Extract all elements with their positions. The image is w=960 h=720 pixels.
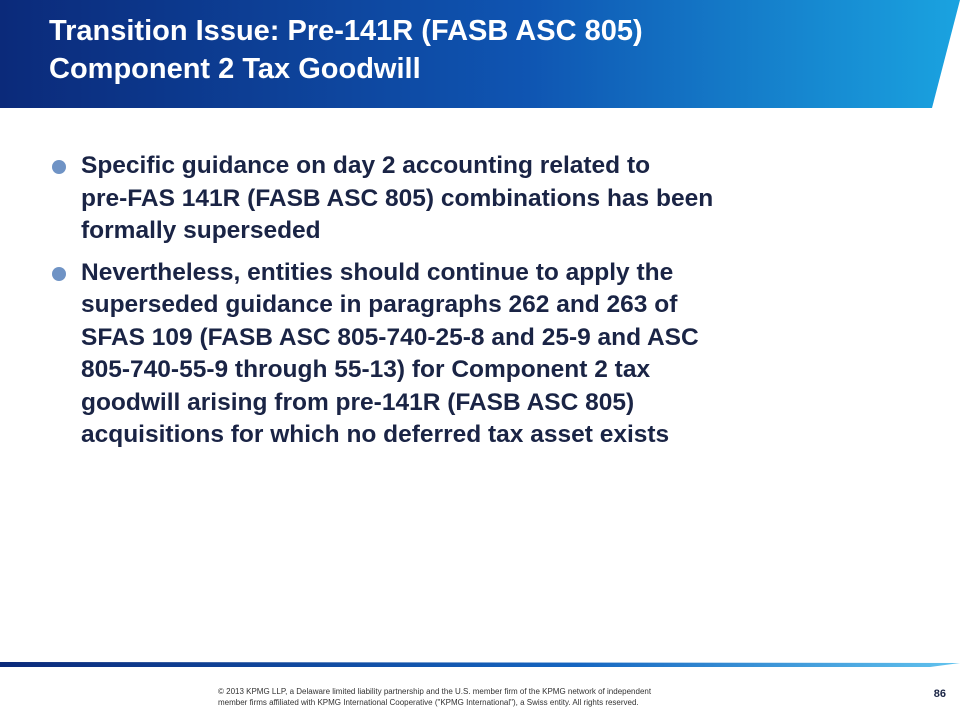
bullet-dot-icon xyxy=(52,267,66,281)
page-number: 86 xyxy=(933,688,946,700)
footer-copyright-line: © 2013 KPMG LLP, a Delaware limited liability partnership and the U.S. member firm of the KPMG network of independent xyxy=(218,687,652,696)
bullet-line: Nevertheless, entities should continue to apply the xyxy=(81,258,674,286)
slide-title-line: Component 2 Tax Goodwill xyxy=(49,53,421,85)
footer-copyright-line: member firms affiliated with KPMG International Cooperative ("KPMG International"), a Swiss entity. All rights reserved. xyxy=(218,697,639,707)
bullet-line: pre-FAS 141R (FASB ASC 805) combinations has been xyxy=(81,184,714,212)
bullet-line: formally superseded xyxy=(81,217,321,244)
title-bar xyxy=(0,0,960,108)
bullet-line: SFAS 109 (FASB ASC 805-740-25-8 and 25-9 and ASC xyxy=(81,323,699,351)
bullet-line: 805-740-55-9 through 55-13) for Component 2 tax xyxy=(81,356,651,383)
bullet-line: goodwill arising from pre-141R (FASB ASC 805) xyxy=(81,388,635,416)
footer-copyright xyxy=(218,687,778,708)
slide-title-line: Transition Issue: Pre-141R (FASB ASC 805) xyxy=(49,15,643,47)
bullet-item xyxy=(49,257,929,452)
bullet-line: Specific guidance on day 2 accounting related to xyxy=(81,152,651,179)
bullet-dot-icon xyxy=(52,160,66,174)
bullet-line: acquisitions for which no deferred tax asset exists xyxy=(81,421,670,448)
bullet-item xyxy=(49,150,929,248)
footer-rule xyxy=(0,660,960,672)
bullet-list xyxy=(49,150,929,461)
slide-title xyxy=(49,12,909,88)
bullet-line: superseded guidance in paragraphs 262 and 263 of xyxy=(81,291,678,318)
